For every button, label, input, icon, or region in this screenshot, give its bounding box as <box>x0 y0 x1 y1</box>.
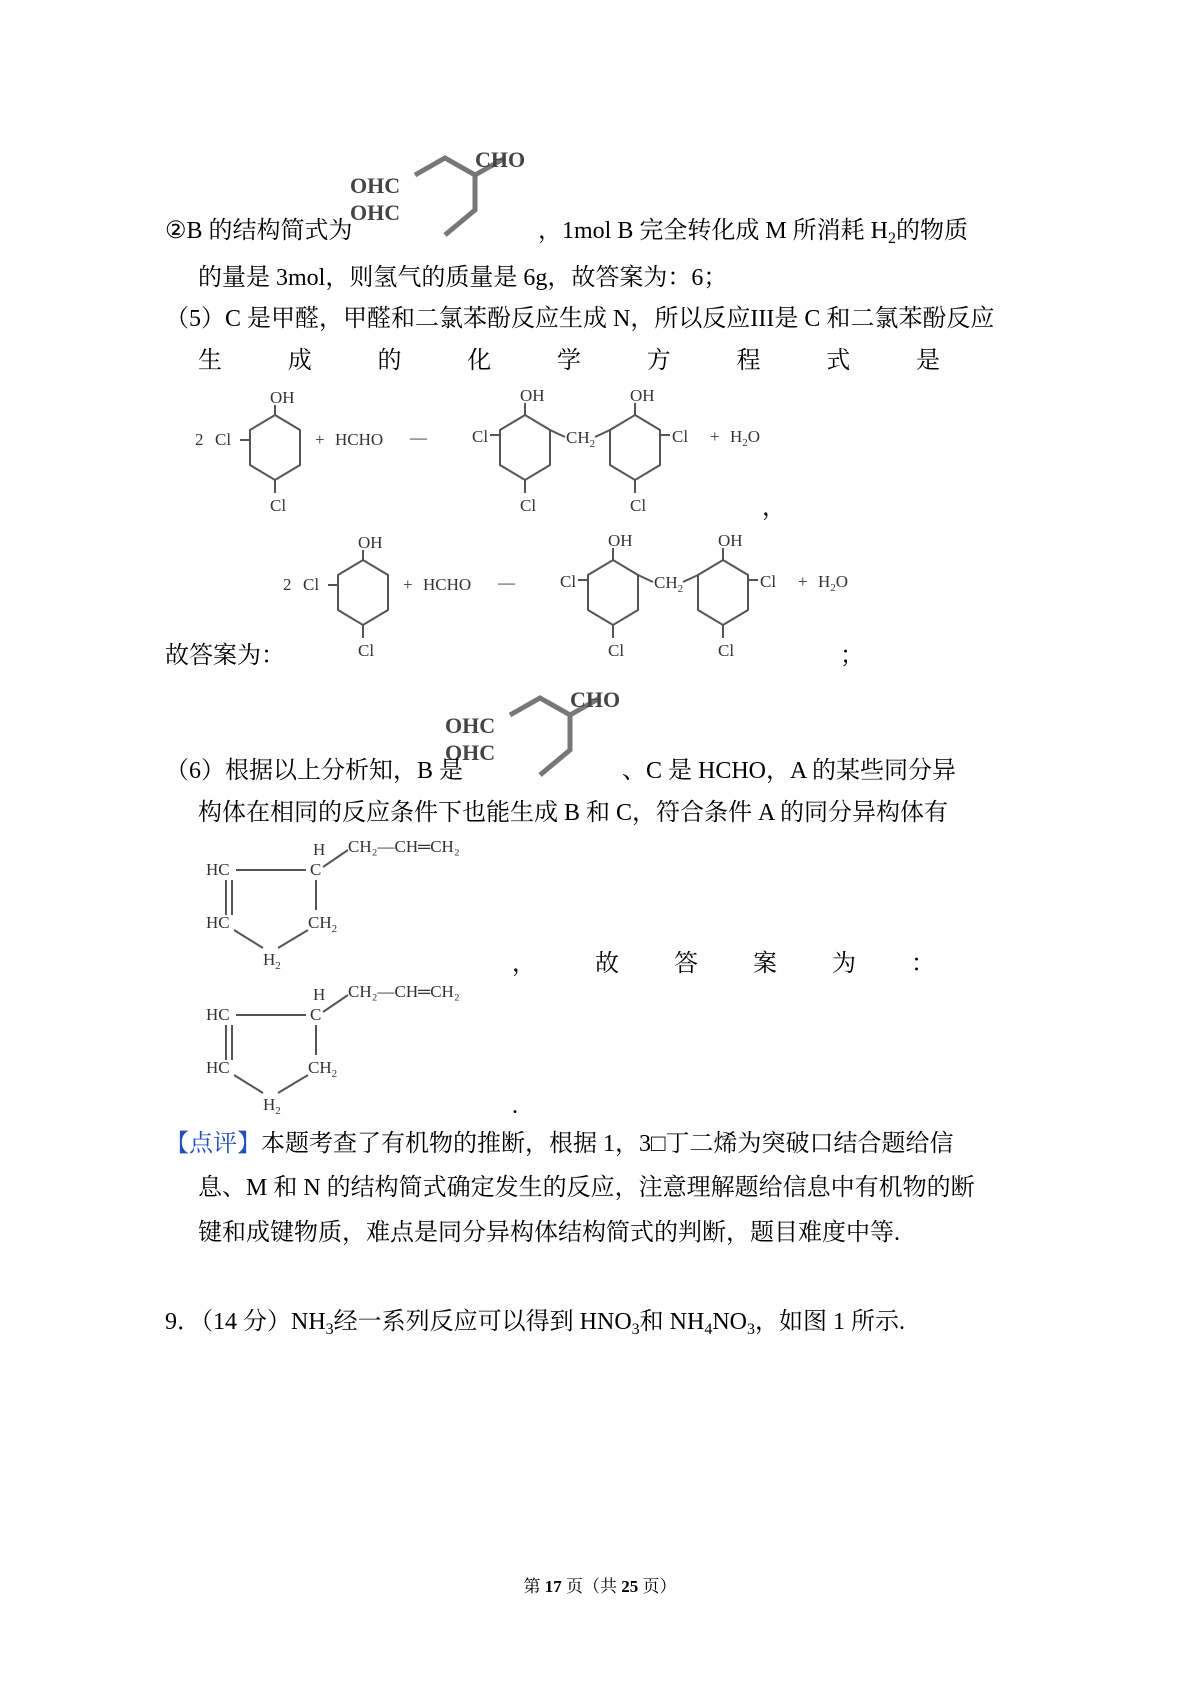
svg-text:CH2: $CH_2$ <box>566 428 596 450</box>
svg-text:+: + <box>798 572 808 591</box>
cyclopentene-structure-1 <box>198 830 518 970</box>
text-line-3: （5）C 是甲醛，甲醛和二氯苯酚反应生成 N，所以反应III是 C 和二氯苯酚反应 <box>165 306 995 332</box>
svg-text:CH₂—CH═CH₂: CH₂—CH═CH₂ <box>348 837 460 856</box>
svg-text:—: — <box>498 573 515 592</box>
text-line-1b: ，1mol B 完全转化成 M 所消耗 $H_2$的物质 <box>538 218 969 247</box>
reaction-equation-2 <box>278 530 878 670</box>
cho-label: CHO <box>475 147 526 172</box>
svg-text:+: + <box>710 427 720 446</box>
semicolon: ； <box>840 643 864 669</box>
text-line-4: 生 成 的 化 学 方 程 式 是 <box>198 348 940 374</box>
text-line-6a: （6）根据以上分析知，B 是 <box>165 758 464 784</box>
period: . <box>512 1093 518 1119</box>
svg-text:HC: HC <box>206 1058 230 1077</box>
svg-text:C: C <box>310 860 322 879</box>
svg-text:HC: HC <box>206 860 230 879</box>
svg-text:OH: OH <box>608 531 633 550</box>
svg-text:CH2: $CH_2$ <box>308 913 338 935</box>
text-line-1a: ②B 的结构简式为 <box>165 218 353 244</box>
cyclopentene-structure-2 <box>198 975 518 1115</box>
svg-text:C: C <box>310 1005 322 1024</box>
svg-text:Cl: Cl <box>760 572 777 591</box>
review-line-3: 键和成键物质，难点是同分异构体结构简式的判断，题目难度中等. <box>198 1220 900 1246</box>
svg-text:OH: OH <box>718 531 743 550</box>
svg-text:+: + <box>315 430 325 449</box>
svg-text:OH: OH <box>520 386 545 405</box>
question-9: 9．（14 分）$NH_3$经一系列反应可以得到 $HNO_3$和 $NH_4NO_3$，如图 1 所示. <box>165 1309 906 1338</box>
svg-text:H2O: $H_2O$ <box>730 427 761 449</box>
svg-text:Cl: Cl <box>630 496 647 515</box>
svg-text:OHC: OHC <box>445 713 496 738</box>
svg-text:HCHO: HCHO <box>423 575 472 594</box>
review-label: 【点评】 <box>165 1131 261 1157</box>
svg-text:OH: OH <box>358 533 383 552</box>
text-line-2: 的量是 3mol，则氢气的质量是 6g，故答案为：6； <box>198 265 728 291</box>
text-line-5: 故答案为： <box>165 643 285 669</box>
svg-text:Cl: Cl <box>358 641 375 660</box>
reaction-equation-1 <box>190 385 790 525</box>
svg-text:2: 2 <box>283 575 292 594</box>
svg-text:H2O: $H_2O$ <box>818 572 849 594</box>
svg-text:2: 2 <box>195 430 204 449</box>
text-line-8-comma: ， <box>512 951 536 977</box>
ohc-label-1: OHC <box>350 173 401 198</box>
structure-b-2 <box>440 680 630 790</box>
svg-text:OH: OH <box>630 386 655 405</box>
svg-text:CH2: $CH_2$ <box>654 573 684 595</box>
svg-text:HCHO: HCHO <box>335 430 384 449</box>
review-line-2: 息、M 和 N 的结构简式确定发生的反应，注意理解题给信息中有机物的断 <box>198 1175 975 1201</box>
svg-text:H2: $H_2$ <box>263 950 281 970</box>
svg-text:OHC: OHC <box>445 740 496 765</box>
comma-1: ， <box>762 495 786 521</box>
svg-text:CHO: CHO <box>570 687 621 712</box>
svg-text:HC: HC <box>206 913 230 932</box>
svg-text:H2: $H_2$ <box>263 1095 281 1115</box>
svg-text:H: H <box>313 840 326 859</box>
text-line-8: 故 答 案 为 ： <box>595 951 935 977</box>
svg-text:Cl: Cl <box>303 575 320 594</box>
text-line-6b: 、C 是 HCHO，A 的某些同分异 <box>622 758 957 784</box>
review-line-1: 【点评】本题考查了有机物的推断，根据 1，3□丁二烯为突破口结合题给信 <box>165 1131 954 1157</box>
structure-b-1 <box>345 140 535 250</box>
svg-text:Cl: Cl <box>608 641 625 660</box>
svg-text:+: + <box>403 575 413 594</box>
svg-text:Cl: Cl <box>270 496 287 515</box>
svg-text:HC: HC <box>206 1005 230 1024</box>
page-footer: 第 17 页（共 25 页） <box>523 1577 677 1596</box>
svg-text:—: — <box>410 428 427 447</box>
ohc-label-2: OHC <box>350 200 401 225</box>
text-line-7: 构体在相同的反应条件下也能生成 B 和 C，符合条件 A 的同分异构体有 <box>198 800 949 826</box>
svg-text:Cl: Cl <box>215 430 232 449</box>
svg-text:H: H <box>313 985 326 1004</box>
svg-text:CH₂—CH═CH₂: CH₂—CH═CH₂ <box>348 982 460 1001</box>
svg-text:Cl: Cl <box>520 496 537 515</box>
svg-text:CH2: $CH_2$ <box>308 1058 338 1080</box>
svg-text:Cl: Cl <box>718 641 735 660</box>
svg-text:OH: OH <box>270 388 295 407</box>
svg-text:Cl: Cl <box>672 427 689 446</box>
svg-text:Cl: Cl <box>560 572 577 591</box>
svg-text:Cl: Cl <box>472 427 489 446</box>
